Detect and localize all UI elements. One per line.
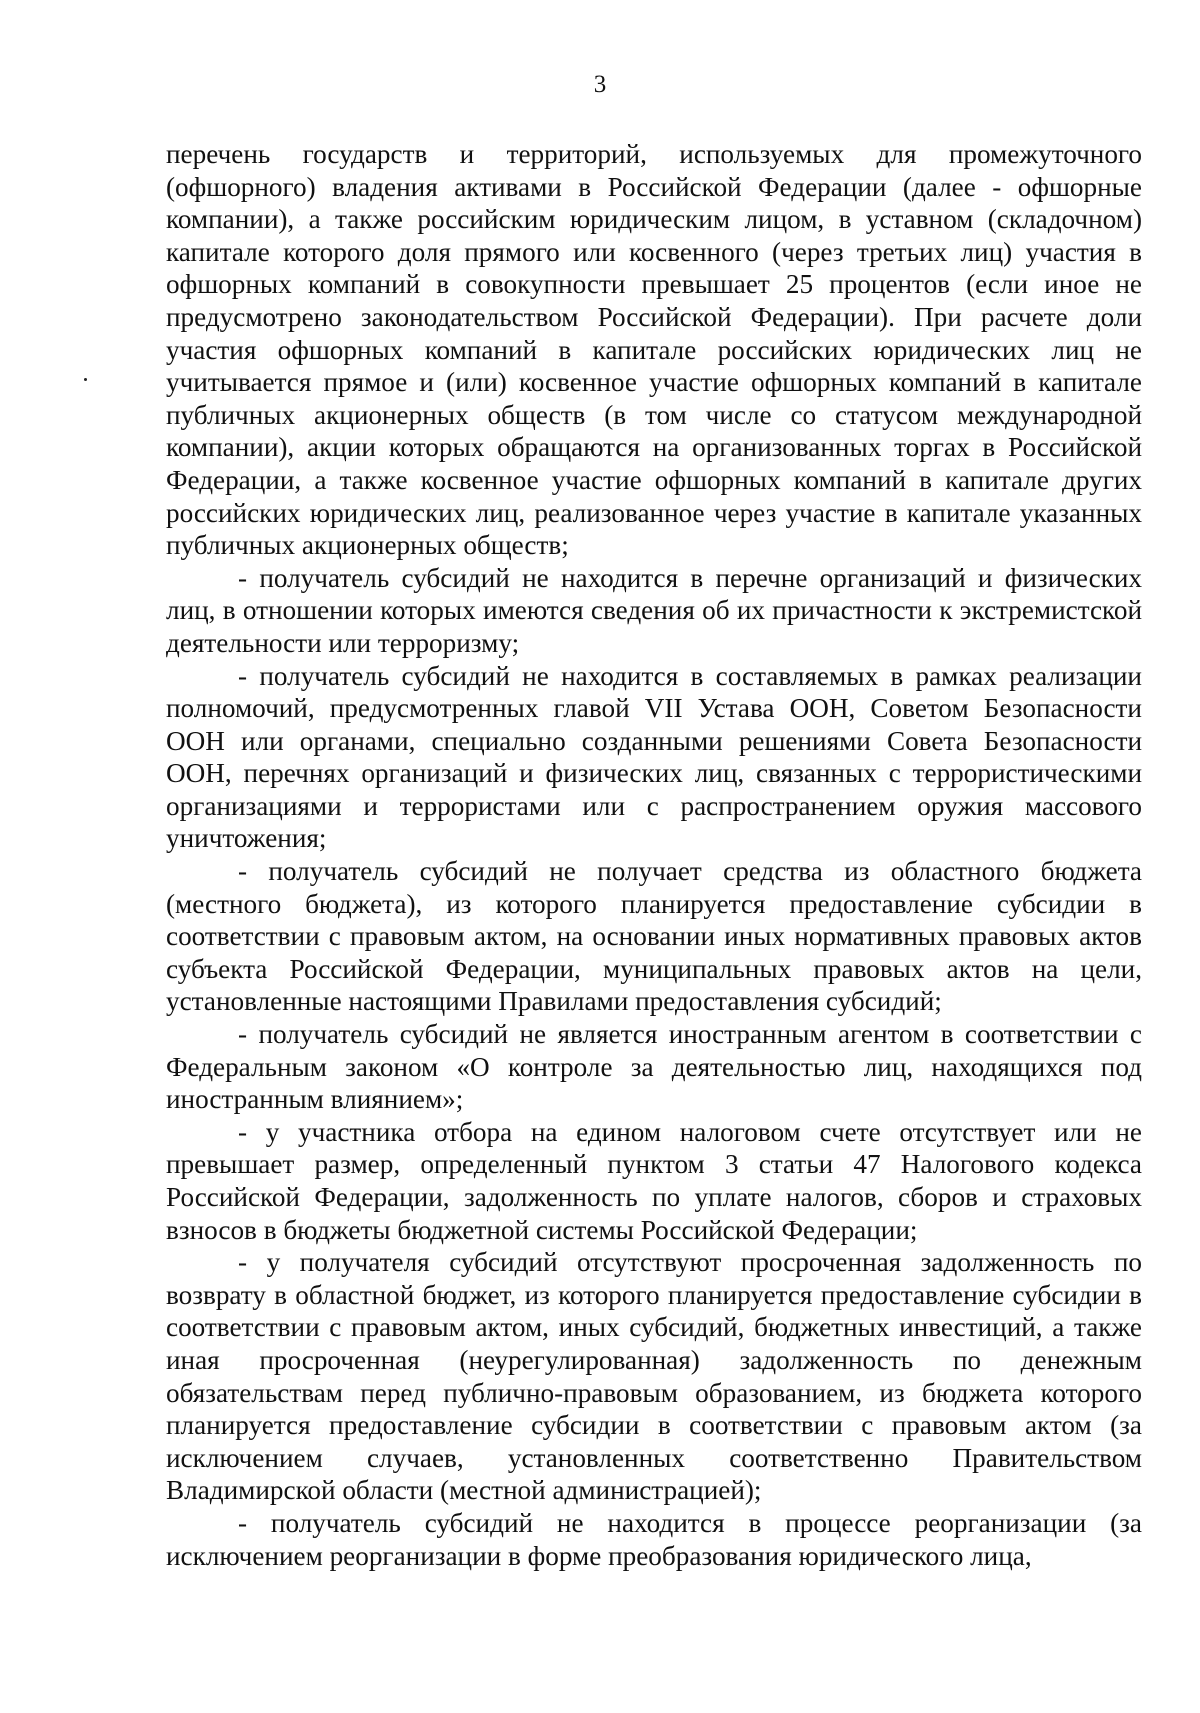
document-body bbox=[166, 138, 1142, 1572]
paragraph-reorganization: - получатель субсидий не находится в процессе реорганизации (за исключением реорганизации в форме преобразования юридического лица, bbox=[166, 1507, 1142, 1571]
paragraph-overdue-debt: - у получателя субсидий отсутствуют просроченная задолженность по возврату в областной бюджет, из которого планируется предоставление субсидии в соответствии с правовым актом, иных субсидий, бюджетных инвестиций, а также иная просроченная (неурегулированная) задолженность по денежным обязательствам перед публично-правовым образованием, из бюджета которого планируется предоставление субсидии в соответствии с правовым актом (за исключением случаев, установленных соответственно Правительством Владимирской области (местной администрацией); bbox=[166, 1247, 1142, 1506]
scan-speck bbox=[84, 378, 87, 381]
paragraph-extremism: - получатель субсидий не находится в перечне организаций и физических лиц, в отношении которых имеются сведения об их причастности к экстремистской деятельности или терроризму; bbox=[166, 562, 1142, 658]
paragraph-offshore-continuation: перечень государств и территорий, используемых для промежуточного (офшорного) владения активами в Российской Федерации (далее - офшорные компании), а также российским юридическим лицом, в уставном (складочном) капитале которого доля прямого или косвенного (через третьих лиц) участия в офшорных компаний в совокупности превышает 25 процентов (если иное не предусмотрено законодательством Российской Федерации). При расчете доли участия офшорных компаний в капитале российских юридических лиц не учитывается прямое и (или) косвенное участие офшорных компаний в капитале публичных акционерных обществ (в том числе со статусом международной компании), акции которых обращаются на организованных торгах в Российской Федерации, а также косвенное участие офшорных компаний в капитале других российских юридических лиц, реализованное через участие в капитале указанных публичных акционерных обществ; bbox=[166, 139, 1142, 561]
paragraph-un-lists: - получатель субсидий не находится в составляемых в рамках реализации полномочий, предусмотренных главой VII Устава ООН, Советом Безопасности ООН или органами, специально созданными решениями Совета Безопасности ООН, перечнях организаций и физических лиц, связанных с террористическими организациями и террористами или с распространением оружия массового уничтожения; bbox=[166, 660, 1142, 854]
paragraph-tax-debt: - у участника отбора на едином налоговом счете отсутствует или не превышает размер, определенный пунктом 3 статьи 47 Налогового кодекса Российской Федерации, задолженность по уплате налогов, сборов и страховых взносов в бюджеты бюджетной системы Российской Федерации; bbox=[166, 1116, 1142, 1245]
page-number: 3 bbox=[593, 71, 607, 98]
paragraph-regional-budget: - получатель субсидий не получает средства из областного бюджета (местного бюджета), из которого планируется предоставление субсидии в соответствии с правовым актом, на основании иных нормативных правовых актов субъекта Российской Федерации, муниципальных правовых актов на цели, установленные настоящими Правилами предоставления субсидий; bbox=[166, 856, 1142, 1017]
paragraph-foreign-agent: - получатель субсидий не является иностранным агентом в соответствии с Федеральным законом «О контроле за деятельностью лиц, находящихся под иностранным влиянием»; bbox=[166, 1019, 1142, 1115]
